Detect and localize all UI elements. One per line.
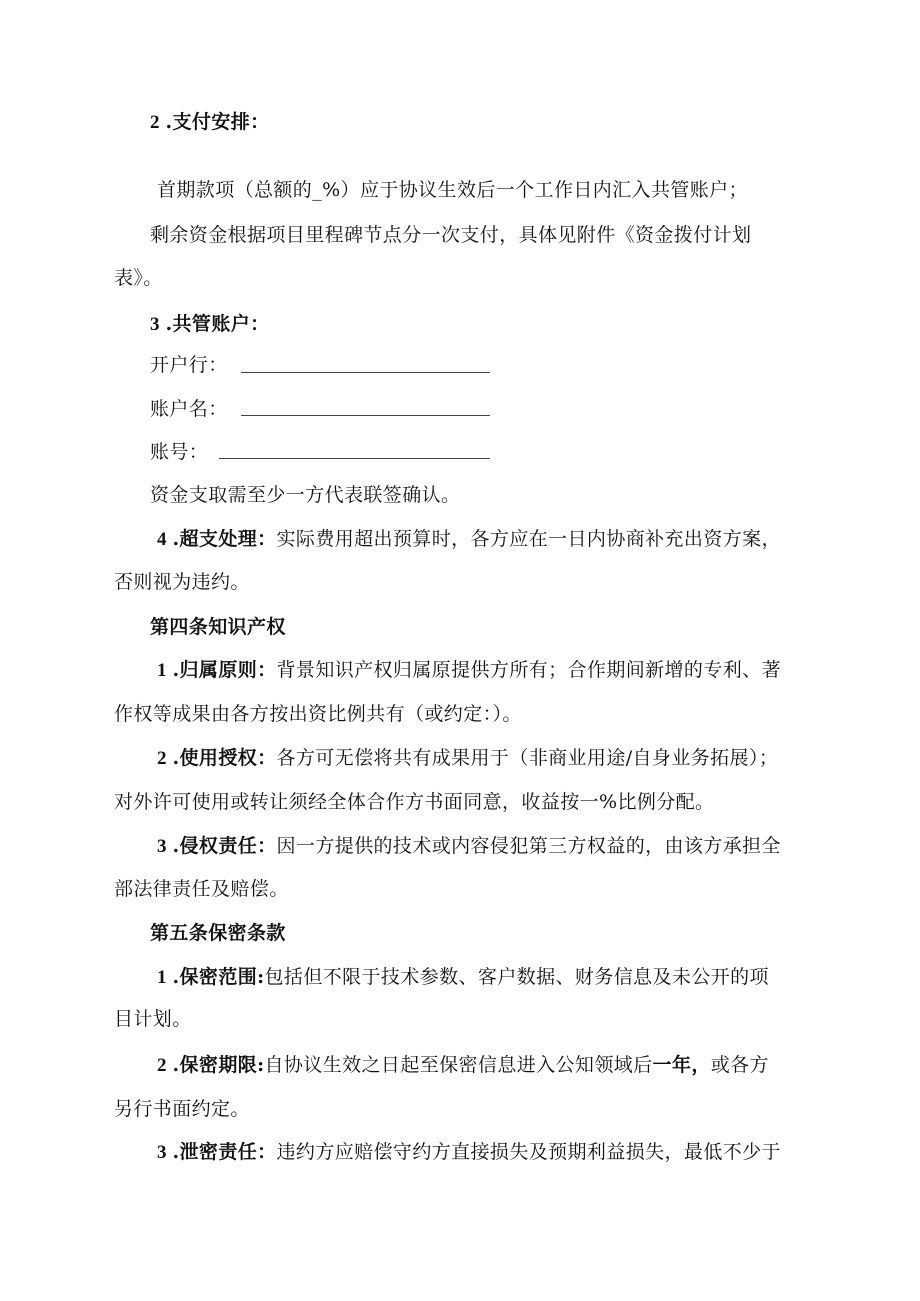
- account-name-label: 账户名：: [150, 398, 228, 420]
- payment-heading: 2.支付安排：: [150, 111, 270, 133]
- ip-license-clause-line2: 对外许可使用或转让须经全体合作方书面同意，收益按一%比例分配。: [114, 791, 715, 813]
- withdrawal-note: 资金支取需至少一方代表联签确认。: [150, 484, 461, 506]
- ip-ownership-clause: 1.归属原则：背景知识产权归属原提供方所有；合作期间新增的专利、著: [157, 659, 781, 681]
- confidential-scope-clause-line2: 目计划。: [114, 1008, 192, 1030]
- account-name-blank-field: [241, 415, 490, 416]
- account-number-label: 账号：: [150, 441, 209, 463]
- article-4-title: 第四条知识产权: [150, 616, 286, 638]
- ip-infringement-clause: 3.侵权责任：因一方提供的技术或内容侵犯第三方权益的，由该方承担全: [157, 835, 781, 857]
- bank-blank-field: [241, 372, 490, 373]
- confidential-scope-clause: 1.保密范围:包括但不限于技术参数、客户数据、财务信息及未公开的项: [157, 966, 769, 988]
- account-number-blank-field: [219, 458, 490, 459]
- ip-license-clause: 2.使用授权：各方可无偿将共有成果用于（非商业用途/自身业务拓展）；: [157, 747, 779, 769]
- payment-remaining-line1: 剩余资金根据项目里程碑节点分一次支付，具体见附件《资金拨付计划: [150, 224, 752, 246]
- leak-liability-clause: 3.泄密责任：违约方应赔偿守约方直接损失及预期利益损失，最低不少于: [157, 1141, 781, 1163]
- ip-infringement-clause-line2: 部法律责任及赔偿。: [114, 878, 289, 900]
- confidential-term-clause-line2: 另行书面约定。: [114, 1098, 250, 1120]
- ip-ownership-clause-line2: 作权等成果由各方按出资比例共有（或约定：）。: [114, 703, 522, 725]
- payment-remaining-line2: 表》。: [114, 267, 163, 289]
- overspend-clause-line2: 否则视为违约。: [114, 571, 250, 593]
- joint-account-heading: 3.共管账户：: [150, 313, 270, 335]
- overspend-clause: 4.超支处理：实际费用超出预算时，各方应在一日内协商补充出资方案，: [157, 528, 781, 550]
- confidential-term-clause: 2.保密期限:自协议生效之日起至保密信息进入公知领域后一年，或各方: [157, 1054, 769, 1076]
- bank-label: 开户行：: [150, 354, 228, 376]
- payment-first-installment: 首期款项（总额的_%）应于协议生效后一个工作日内汇入共管账户；: [157, 179, 748, 201]
- article-5-title: 第五条保密条款: [150, 922, 286, 944]
